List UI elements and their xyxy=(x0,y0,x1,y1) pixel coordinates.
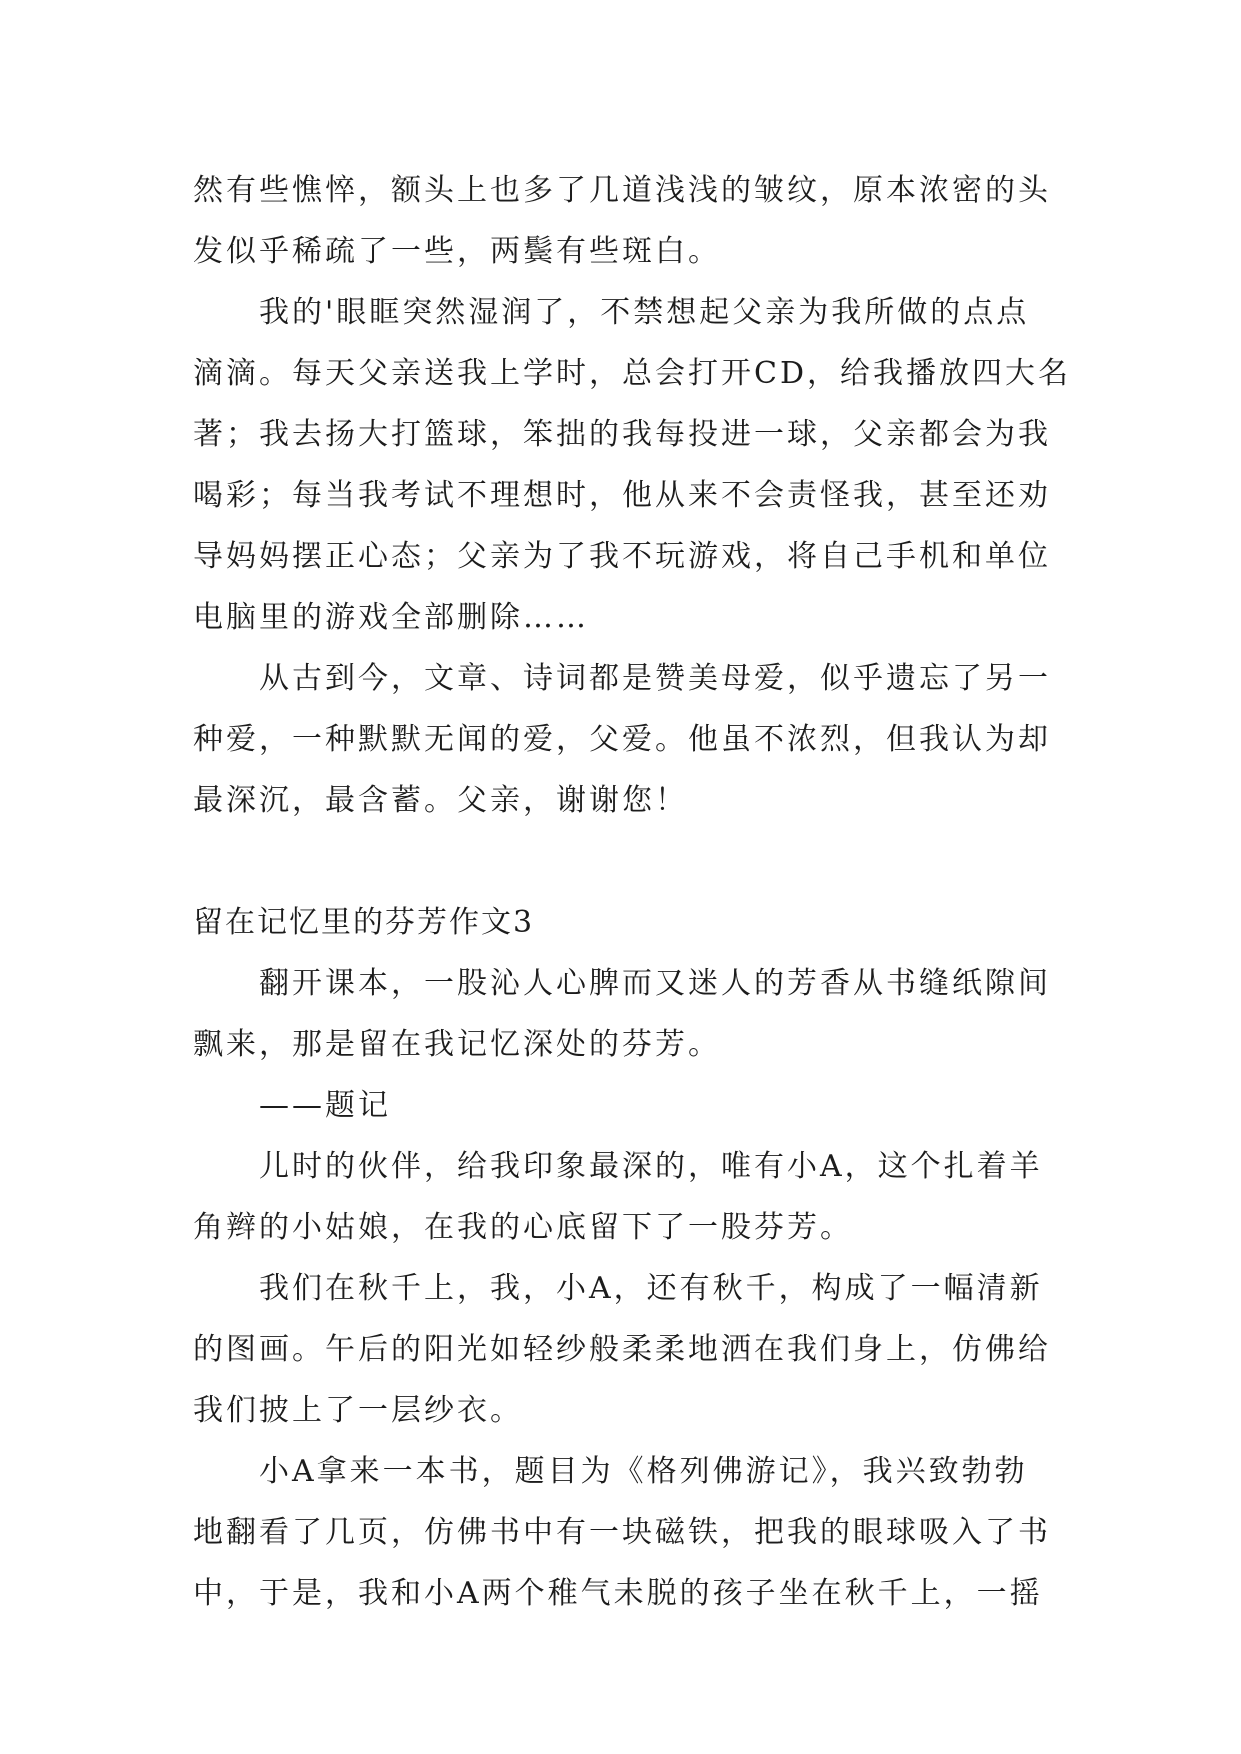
text-line: 滴滴。每天父亲送我上学时，总会打开CD，给我播放四大名 xyxy=(193,356,1072,391)
paragraph-swing xyxy=(193,1258,1053,1441)
text-line: 我们在秋千上，我，小A，还有秋千，构成了一幅清新 xyxy=(259,1271,1043,1306)
paragraph-book xyxy=(193,1441,1053,1624)
text-line: 我们披上了一层纱衣。 xyxy=(193,1393,523,1428)
text-line: 中，于是，我和小A两个稚气未脱的孩子坐在秋千上，一摇 xyxy=(193,1576,1043,1611)
text-line: 种爱，一种默默无闻的爱，父爱。他虽不浓烈，但我认为却 xyxy=(193,722,1051,757)
text-line: 电脑里的游戏全部删除…… xyxy=(193,600,589,635)
text-line: 我的'眼眶突然湿润了，不禁想起父亲为我所做的点点 xyxy=(259,295,1030,330)
epigraph-signature: ——题记 xyxy=(259,1088,391,1123)
text-line: 儿时的伙伴，给我印象最深的，唯有小A，这个扎着羊 xyxy=(259,1149,1043,1184)
text-line: 著；我去扬大打篮球，笨拙的我每投进一球，父亲都会为我 xyxy=(193,417,1051,452)
essay-heading: 留在记忆里的芬芳作文3 xyxy=(193,905,535,940)
text-line: 导妈妈摆正心态；父亲为了我不玩游戏，将自己手机和单位 xyxy=(193,539,1051,574)
paragraph-epigraph xyxy=(193,953,1053,1075)
text-line: 的图画。午后的阳光如轻纱般柔柔地洒在我们身上，仿佛给 xyxy=(193,1332,1051,1367)
text-line: 地翻看了几页，仿佛书中有一块磁铁，把我的眼球吸入了书 xyxy=(193,1515,1051,1550)
section-spacer xyxy=(193,831,1053,892)
text-line: 从古到今，文章、诗词都是赞美母爱，似乎遗忘了另一 xyxy=(259,661,1051,696)
article-body xyxy=(193,160,1072,1624)
paragraph-friend xyxy=(193,1136,1053,1258)
text-line: 飘来，那是留在我记忆深处的芬芳。 xyxy=(193,1027,721,1062)
text-line: 小A拿来一本书，题目为《格列佛游记》，我兴致勃勃 xyxy=(259,1454,1028,1489)
paragraph-memories xyxy=(193,282,1072,648)
text-line: 翻开课本，一股沁人心脾而又迷人的芳香从书缝纸隙间 xyxy=(259,966,1051,1001)
text-line: 发似乎稀疏了一些，两鬓有些斑白。 xyxy=(193,234,721,269)
text-line: 喝彩；每当我考试不理想时，他从来不会责怪我，甚至还劝 xyxy=(193,478,1051,513)
text-line: 然有些憔悴，额头上也多了几道浅浅的皱纹，原本浓密的头 xyxy=(193,173,1051,208)
paragraph-continuation xyxy=(193,160,1053,282)
text-line: 最深沉，最含蓄。父亲，谢谢您！ xyxy=(193,783,688,818)
paragraph-conclusion xyxy=(193,648,1053,831)
text-line: 角辫的小姑娘，在我的心底留下了一股芬芳。 xyxy=(193,1210,853,1245)
